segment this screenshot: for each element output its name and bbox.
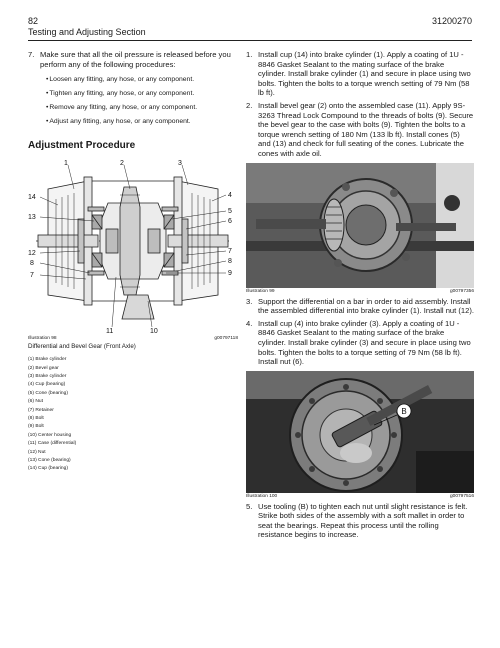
step-2 [246, 101, 474, 159]
step-text: Install cup (4) into brake cylinder (3). Apply a coating of 1U - 8846 Gasket Sealant to the mating surface of the brake cylinder. Install brake cylinder (3) and secure in place using two bolts. Tighten the bolts to a torque setting of 79 Nm (58 lb ft). Install nut (6). [258, 318, 471, 367]
step-number: 4. [246, 318, 253, 328]
step-5 [246, 502, 474, 540]
step-number: 7. [28, 50, 35, 59]
parts-legend [28, 356, 238, 474]
illustration-98-label-row [28, 336, 238, 341]
callout-2: 2 [120, 160, 124, 168]
warning-bullet-list [46, 75, 238, 126]
step-text: Support the differential on a bar in order to aid assembly. Install the assembled differential into brake cylinder (1). Install nut (12). [258, 296, 474, 316]
adjustment-procedure-heading: Adjustment Procedure [28, 140, 136, 152]
differential-cross-section-diagram [28, 159, 238, 334]
legend-item: (4) Cup (bearing) [28, 382, 66, 388]
callout-5: 5 [228, 208, 232, 216]
illustration-code: g00797516 [449, 493, 474, 499]
callout-6: 6 [228, 218, 232, 226]
step-text: Make sure that all the oil pressure is released before you perform any of the following procedures: [40, 50, 231, 69]
bullet-item: • Tighten any fitting, any hose, or any component. [46, 89, 238, 98]
step-3 [246, 297, 474, 316]
document-number: 31200270 [431, 16, 472, 26]
step-number: 3. [246, 296, 253, 306]
right-column [246, 50, 474, 543]
bullet-item: • Adjust any fitting, any hose, or any component. [46, 117, 238, 126]
callout-3: 3 [178, 160, 182, 168]
left-column [28, 50, 238, 474]
callout-8-left: 8 [30, 260, 34, 268]
callout-14: 14 [28, 194, 36, 202]
legend-item: (2) Bevel gear [28, 365, 59, 371]
legend-item: (5) Cone (bearing) [28, 390, 68, 396]
legend-item: (9) Bolt [28, 424, 44, 430]
step-7 [28, 50, 238, 69]
callout-7-left: 7 [30, 272, 34, 280]
callout-b: B [401, 406, 407, 416]
legend-item: (7) Retainer [28, 407, 54, 413]
step-text: Install cup (14) into brake cylinder (1). Apply a coating of 1U - 8846 Gasket Sealant to the mating surface of the brake cylinder. Install brake cylinder (1) and secure in place using two bolts. Tighten the bolts to a torque wrench setting of 79 Nm (58 lb ft). [258, 50, 471, 98]
callout-10: 10 [150, 328, 158, 335]
step-text: Use tooling (B) to tighten each nut until slight resistance is felt. Strike both sides of the assembly with a soft mallet in order to seat the bearings. Repeat this process until the rolling resistance begins to increase. [258, 501, 468, 540]
step-4 [246, 319, 474, 367]
bullet-item: • Remove any fitting, any hose, or any component. [46, 103, 238, 112]
callout-11: 11 [106, 328, 114, 335]
legend-item: (8) Bolt [28, 416, 44, 422]
legend-item: (12) Nut [28, 449, 46, 455]
legend-item: (1) Brake cylinder [28, 357, 67, 363]
callout-8-right: 8 [228, 258, 232, 266]
illustration-label: Illustration 98 [28, 336, 57, 342]
section-title: Testing and Adjusting Section [28, 27, 146, 37]
differential-photo-illustration-99 [246, 163, 474, 288]
illustration-100-label-row [246, 494, 474, 499]
bullet-item: • Loosen any fitting, any hose, or any component. [46, 75, 238, 84]
callout-13: 13 [28, 214, 36, 222]
legend-item: (3) Brake cylinder [28, 374, 67, 379]
callout-1: 1 [64, 160, 68, 168]
header-rule [28, 40, 472, 41]
illustration-code: g00797356 [449, 288, 474, 294]
step-number: 1. [246, 50, 253, 59]
step-number: 2. [246, 100, 253, 110]
illustration-99-label-row [246, 289, 474, 294]
illustration-code: g00797118 [214, 336, 238, 342]
callout-7-right: 7 [228, 248, 232, 256]
legend-item: (14) Cup (bearing) [28, 466, 68, 472]
step-text: Install bevel gear (2) onto the assembled case (11). Apply 9S-3263 Thread Lock Compound to the threads of bolts (9). Secure the bevel gear to the case with bolts (9). Tighten the bolts to a torque wrench setting of 180 Nm (133 lb ft). Install cones (5) and (13) and check for full seating of the cones. Lubricate the cones with axle oil. [258, 100, 474, 158]
callout-4: 4 [228, 192, 232, 200]
legend-item: (10) Center housing [28, 432, 72, 438]
step-1 [246, 50, 474, 98]
callout-9: 9 [228, 270, 232, 278]
illustration-label: Illustration 99 [246, 288, 275, 294]
callout-12: 12 [28, 250, 36, 258]
illustration-label: Illustration 100 [246, 493, 278, 499]
illustration-caption: Differential and Bevel Gear (Front Axle) [28, 343, 136, 351]
legend-item: (13) Cone (bearing) [28, 458, 71, 464]
page-number: 82 [28, 16, 39, 26]
legend-item: (6) Nut [28, 399, 43, 405]
step-number: 5. [246, 501, 253, 511]
tooling-photo-illustration-100 [246, 371, 474, 493]
legend-item: (11) Case (differential) [28, 441, 77, 447]
